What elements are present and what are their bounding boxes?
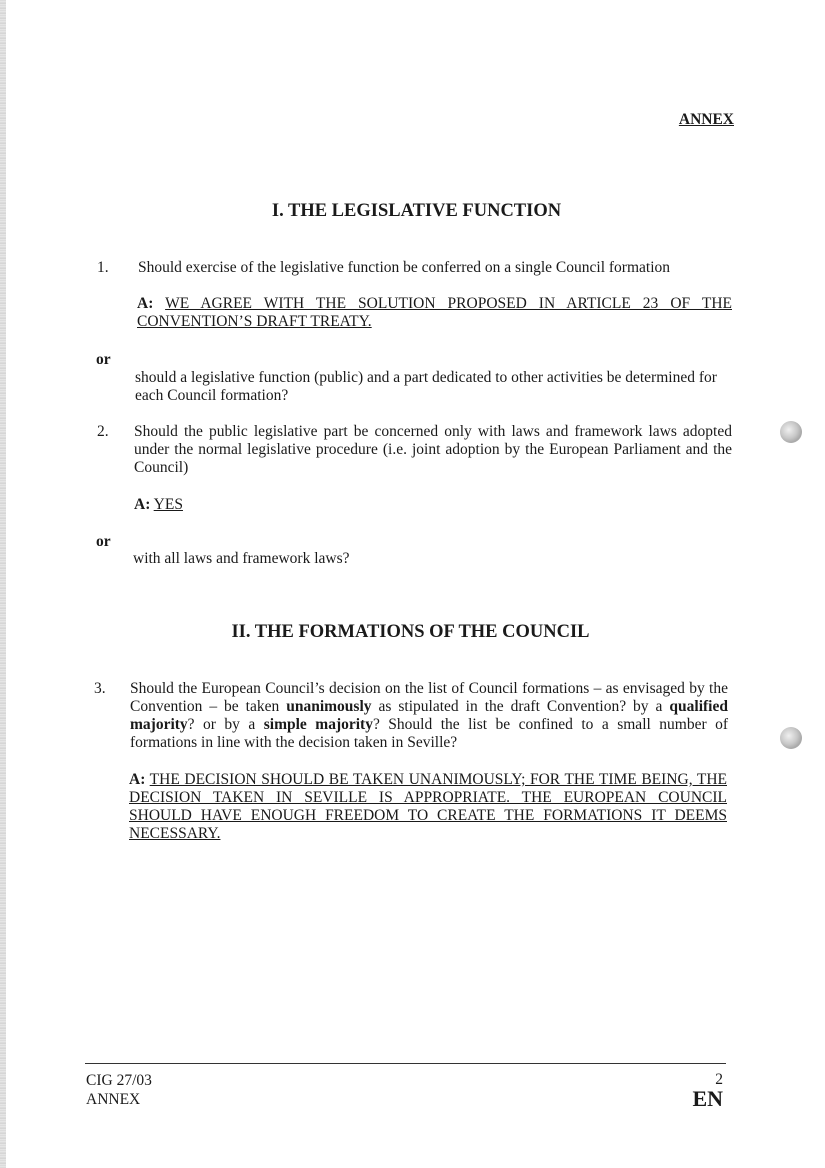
page-number: 2: [715, 1071, 723, 1088]
q1-answer-lead: A:: [137, 295, 154, 312]
q2-alt-text: with all laws and framework laws?: [133, 550, 350, 567]
q3-answer-text: THE DECISION SHOULD BE TAKEN UNANIMOUSLY; FOR THE TIME BEING, THE DECISION TAKEN IN SEVILLE IS APPROPRIATE. THE EUROPEAN COUNCIL SHOULD HAVE ENOUGH FREEDOM TO CREATE THE FORMATIONS IT DEEMS NECESSARY.: [129, 771, 727, 842]
q3-answer-lead: A:: [129, 771, 146, 788]
q1-or: or: [96, 351, 111, 368]
q3-text-part-2: as stipulated in the draft Convention? by a: [371, 698, 670, 715]
q3-answer: [129, 771, 727, 843]
q1-answer-text: WE AGREE WITH THE SOLUTION PROPOSED IN ARTICLE 23 OF THE CONVENTION’S DRAFT TREATY.: [137, 295, 732, 330]
footer-divider: [85, 1063, 726, 1064]
punch-hole-mark: [780, 727, 802, 749]
footer-annex: ANNEX: [86, 1091, 141, 1108]
q1-text: Should exercise of the legislative function be conferred on a single Council formation: [138, 259, 671, 276]
q2-or: or: [96, 533, 111, 550]
q2-answer-text: YES: [153, 496, 183, 513]
q3-bold-qualified-majority: qualified majority: [130, 698, 728, 733]
q3-text-part-3: ? or by a: [187, 716, 264, 733]
section-2-title: II. THE FORMATIONS OF THE COUNCIL: [231, 622, 590, 642]
language-code: EN: [692, 1086, 723, 1111]
footer-doc-ref: CIG 27/03: [86, 1072, 152, 1089]
q3-bold-simple-majority: simple majority: [263, 716, 373, 733]
scan-edge: [0, 0, 6, 1168]
q1-answer: [137, 295, 732, 331]
q3-bold-unanimously: unanimously: [286, 698, 372, 715]
section-1-title: I. THE LEGISLATIVE FUNCTION: [271, 201, 562, 221]
q2-answer-lead: A:: [134, 496, 151, 513]
footer-reference: [86, 1071, 152, 1109]
q3-text-part-1: Should the European Council’s decision on the list of Council formations – as envisaged by the Convention – be taken: [130, 680, 728, 715]
annex-label: ANNEX: [678, 111, 734, 128]
q3-number: 3.: [94, 680, 106, 697]
q2-number: 2.: [97, 423, 109, 440]
q1-alt-text: should a legislative function (public) and a part dedicated to other activities be determined for each Council formation?: [135, 369, 717, 404]
q3-text: [130, 680, 728, 752]
punch-hole-mark: [780, 421, 802, 443]
q1-number: 1.: [97, 259, 109, 276]
q2-answer: [134, 496, 434, 514]
q3-text-part-4: ? Should the list be confined to a small number of formations in line with the decision taken in Seville?: [130, 716, 729, 751]
q2-text: Should the public legislative part be concerned only with laws and framework laws adopted under the normal legislative procedure (i.e. joint adoption by the European Parliament and the Council): [134, 423, 732, 476]
